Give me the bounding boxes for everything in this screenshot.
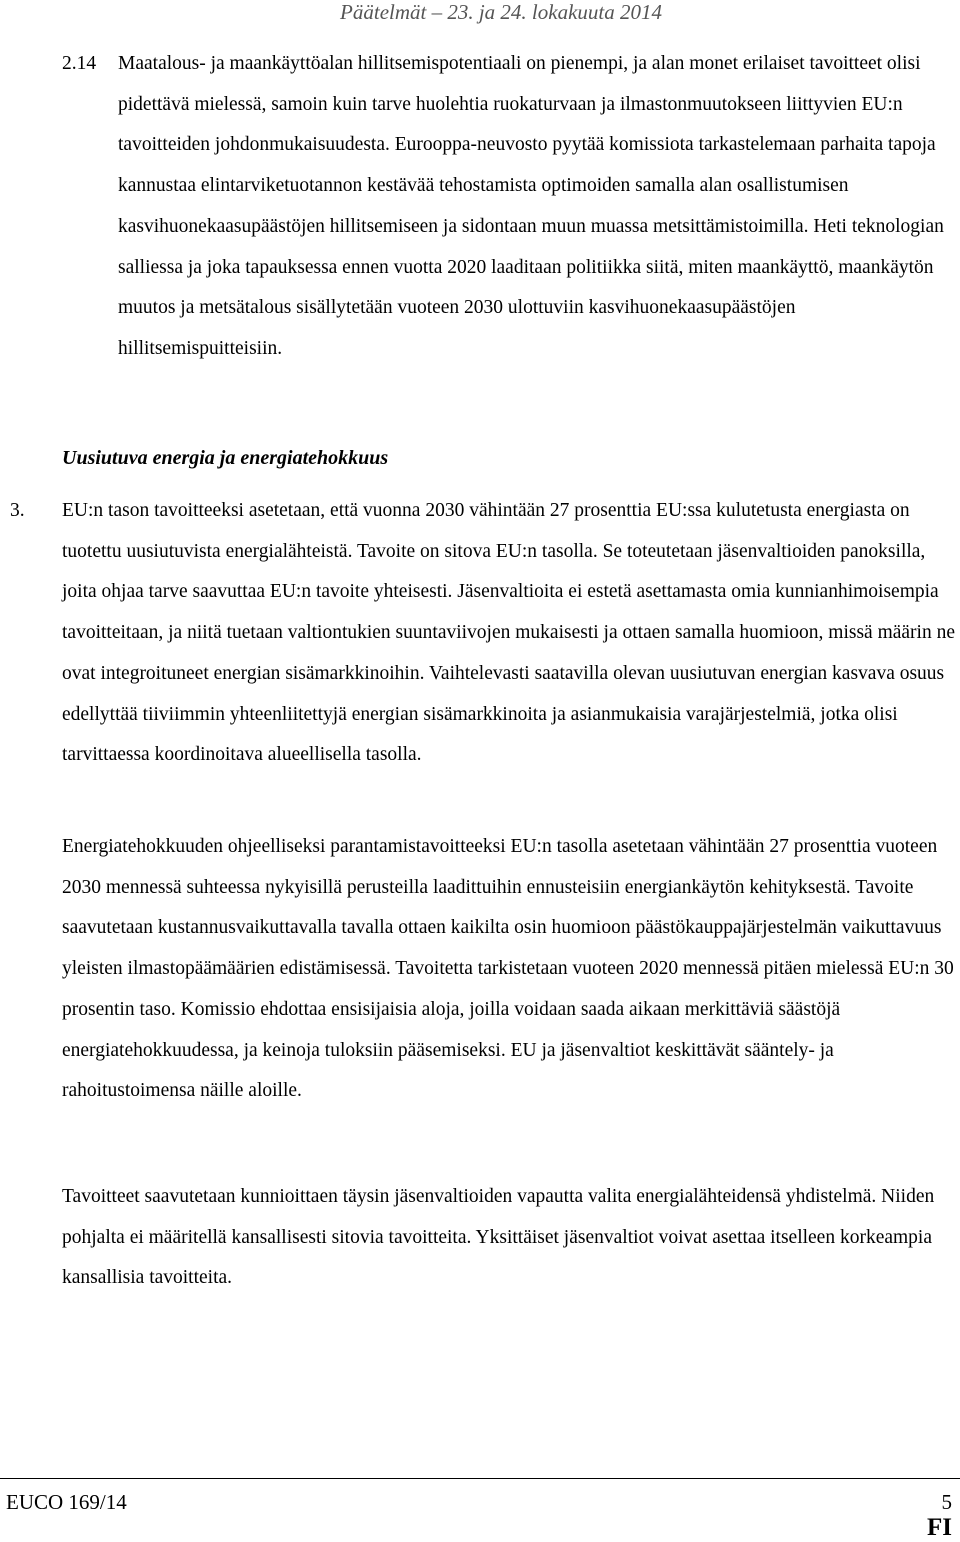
running-header: Päätelmät – 23. ja 24. lokakuuta 2014 bbox=[340, 0, 662, 24]
item-number-3: 3. bbox=[10, 500, 25, 521]
paragraph-3-efficiency: Energiatehokkuuden ohjeelliseksi parantamistavoitteeksi EU:n tasolla asetetaan vähintään 27 prosenttia vuoteen 2030 mennessä suhteessa nykyisillä perusteilla laadittuihin ennusteisiin energiankäytön kehityksestä. Tavoite saavutetaan kustannusvaikuttavalla tavalla ottaen kaikilta osin huomioon päästökauppajärjestelmän vaikuttavuus yleisten ilmastopäämäärien edistämisessä. Tavoitetta tarkistetaan vuoteen 2020 mennessä pitäen mielessä EU:n 30 prosentin taso. Komissio ehdottaa ensisijaisia aloja, joilla voidaan saada aikaan merkittäviä säästöjä energiatehokkuudessa, ja keinoja tuloksiin pääsemiseksi. EU ja jäsenvaltiot keskittävät sääntely- ja rahoitustoimensa näille aloille. bbox=[62, 836, 954, 1102]
section-heading: Uusiutuva energia ja energiatehokkuus bbox=[62, 447, 389, 469]
language-code: FI bbox=[927, 1514, 952, 1541]
paragraph-3-renewables: EU:n tason tavoitteeksi asetetaan, että vuonna 2030 vähintään 27 prosenttia EU:ssa kulutetusta energiasta on tuotettu uusiutuvista energialähteistä. Tavoite on sitova EU:n tasolla. Se toteutetaan jäsenvaltioiden panoksilla, joita ohjaa tarve saavuttaa EU:n tavoite yhteisesti. Jäsenvaltioita ei estetä asettamasta omia kunnianhimoisempia tavoitteitaan, ja niitä tuetaan valtiontukien suuntaviivojen mukaisesti ja ottaen samalla huomioon, missä määrin ne ovat integroituneet energian sisämarkkinoihin. Vaihtelevasti saatavilla olevan uusiutuvan energian kasvava osuus edellyttää tiiviimmin yhteenliitettyjä energian sisämarkkinoita ja asianmukaisia varajärjestelmiä, jotka olisi tarvittaessa koordinoitava alueellisella tasolla. bbox=[62, 500, 955, 766]
footer-divider bbox=[0, 1478, 960, 1479]
document-reference: EUCO 169/14 bbox=[6, 1490, 127, 1514]
item-number-2-14: 2.14 bbox=[62, 53, 97, 74]
paragraph-2-14: Maatalous- ja maankäyttöalan hillitsemispotentiaali on pienempi, ja alan monet erilaiset tavoitteet olisi pidettävä mielessä, samoin kuin tarve huolehtia ruokaturvaan ja ilmastonmuutokseen liittyvien EU:n tavoitteiden johdonmukaisuudesta. Eurooppa-neuvosto pyytää komissiota tarkastelemaan parhaita tapoja kannustaa elintarviketuotannon kestävää tehostamista optimoiden samalla alan osallistumisen kasvihuonekaasupäästöjen hillitsemiseen ja sidontaan muun muassa metsittämistoimilla. Heti teknologian salliessa ja joka tapauksessa ennen vuotta 2020 laaditaan politiikka siitä, miten maankäyttö, maankäytön muutos ja metsätalous sisällytetään vuoteen 2030 ulottuviin kasvihuonekaasupäästöjen hillitsemispuitteisiin. bbox=[118, 53, 944, 359]
page-number: 5 bbox=[941, 1490, 952, 1514]
paragraph-3-energy-mix: Tavoitteet saavutetaan kunnioittaen täysin jäsenvaltioiden vapautta valita energialähteidensä yhdistelmä. Niiden pohjalta ei määritellä kansallisesti sitovia tavoitteita. Yksittäiset jäsenvaltiot voivat asettaa itselleen korkeampia kansallisia tavoitteita. bbox=[62, 1186, 935, 1289]
